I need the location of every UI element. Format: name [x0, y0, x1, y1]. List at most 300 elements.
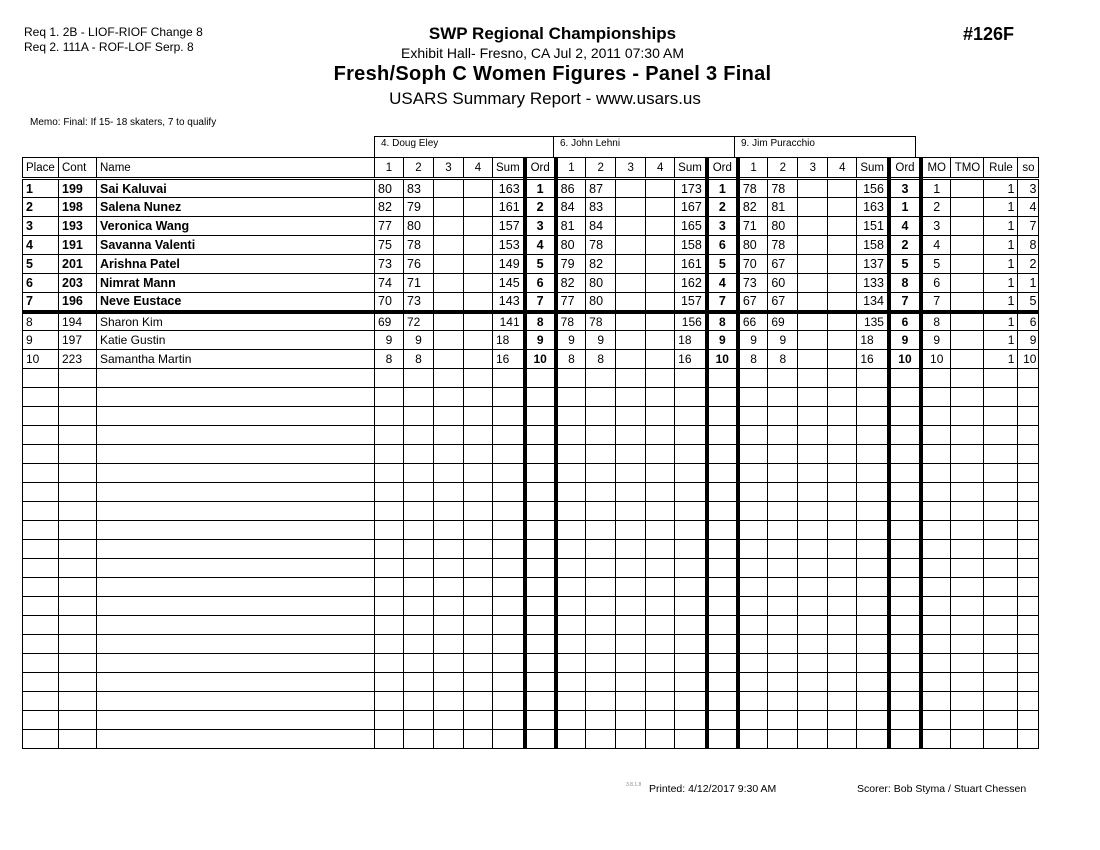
- empty-cell: [768, 692, 798, 711]
- so-cell: 2: [1018, 255, 1039, 274]
- empty-cell: [1018, 407, 1039, 426]
- col-j1-sum: Sum: [493, 158, 525, 179]
- empty-cell: [375, 426, 404, 445]
- event-number: #126F: [963, 24, 1015, 44]
- empty-cell: [984, 521, 1018, 540]
- empty-cell: [59, 407, 97, 426]
- rule-cell: 1: [984, 331, 1018, 350]
- sum-cell: 151: [857, 217, 889, 236]
- empty-cell: [525, 464, 556, 483]
- empty-cell: [59, 445, 97, 464]
- empty-cell: [59, 673, 97, 692]
- empty-cell: [675, 540, 707, 559]
- score-cell: 80: [375, 179, 404, 198]
- score-cell: 80: [586, 293, 616, 312]
- score-cell: [616, 198, 646, 217]
- empty-cell: [828, 540, 857, 559]
- empty-cell: [828, 445, 857, 464]
- name-cell: Sai Kaluvai: [97, 179, 375, 198]
- score-cell: [828, 255, 857, 274]
- empty-cell: [707, 502, 738, 521]
- score-cell: [464, 293, 493, 312]
- ord-cell: 9: [525, 331, 556, 350]
- col-j1-4: 4: [464, 158, 493, 179]
- name-cell: Savanna Valenti: [97, 236, 375, 255]
- sum-cell: 158: [675, 236, 707, 255]
- empty-cell: [951, 540, 984, 559]
- col-j3-ord: Ord: [889, 158, 921, 179]
- empty-cell: [464, 673, 493, 692]
- empty-cell: [889, 521, 921, 540]
- name-cell: Veronica Wang: [97, 217, 375, 236]
- empty-cell: [646, 426, 675, 445]
- empty-cell: [434, 483, 464, 502]
- empty-row: [23, 540, 1039, 559]
- score-cell: [616, 331, 646, 350]
- name-cell: Arishna Patel: [97, 255, 375, 274]
- empty-cell: [59, 711, 97, 730]
- score-cell: 71: [404, 274, 434, 293]
- score-cell: [646, 274, 675, 293]
- score-cell: 8: [738, 350, 768, 369]
- empty-cell: [434, 388, 464, 407]
- ord-cell: 10: [707, 350, 738, 369]
- ord-cell: 5: [525, 255, 556, 274]
- empty-cell: [404, 388, 434, 407]
- empty-cell: [738, 540, 768, 559]
- table-row: [23, 350, 1039, 369]
- cont-cell: 198: [59, 198, 97, 217]
- empty-cell: [768, 445, 798, 464]
- tmo-cell: [951, 217, 984, 236]
- empty-cell: [23, 730, 59, 749]
- empty-cell: [707, 559, 738, 578]
- empty-cell: [434, 502, 464, 521]
- empty-cell: [493, 711, 525, 730]
- empty-cell: [646, 502, 675, 521]
- score-cell: [828, 217, 857, 236]
- sum-cell: 134: [857, 293, 889, 312]
- empty-cell: [375, 445, 404, 464]
- score-cell: [828, 179, 857, 198]
- empty-cell: [707, 578, 738, 597]
- empty-cell: [59, 559, 97, 578]
- empty-cell: [434, 597, 464, 616]
- empty-cell: [525, 635, 556, 654]
- empty-cell: [707, 692, 738, 711]
- score-cell: 80: [738, 236, 768, 255]
- sum-cell: 156: [675, 312, 707, 331]
- empty-cell: [798, 654, 828, 673]
- empty-cell: [464, 654, 493, 673]
- empty-cell: [738, 407, 768, 426]
- cont-cell: 203: [59, 274, 97, 293]
- empty-cell: [464, 597, 493, 616]
- sum-cell: 163: [493, 179, 525, 198]
- table-row: [23, 293, 1039, 312]
- score-cell: 74: [375, 274, 404, 293]
- venue-line: Exhibit Hall- Fresno, CA Jul 2, 2011 07:30 AM: [401, 45, 684, 61]
- empty-cell: [464, 730, 493, 749]
- empty-cell: [434, 711, 464, 730]
- empty-cell: [525, 559, 556, 578]
- score-cell: [464, 331, 493, 350]
- place-cell: 1: [23, 179, 59, 198]
- empty-cell: [889, 559, 921, 578]
- ord-cell: 1: [525, 179, 556, 198]
- empty-cell: [675, 502, 707, 521]
- tmo-cell: [951, 198, 984, 217]
- empty-cell: [951, 654, 984, 673]
- score-cell: 60: [768, 274, 798, 293]
- empty-cell: [59, 521, 97, 540]
- empty-cell: [798, 369, 828, 388]
- empty-cell: [556, 597, 586, 616]
- empty-cell: [586, 369, 616, 388]
- empty-cell: [707, 407, 738, 426]
- sum-cell: 156: [857, 179, 889, 198]
- empty-cell: [889, 635, 921, 654]
- empty-row: [23, 597, 1039, 616]
- empty-cell: [889, 654, 921, 673]
- empty-row: [23, 464, 1039, 483]
- score-cell: 80: [404, 217, 434, 236]
- score-cell: 67: [768, 255, 798, 274]
- empty-cell: [951, 597, 984, 616]
- score-cell: 87: [586, 179, 616, 198]
- empty-cell: [493, 578, 525, 597]
- sum-cell: 133: [857, 274, 889, 293]
- empty-cell: [951, 673, 984, 692]
- empty-cell: [97, 388, 375, 407]
- score-cell: 9: [586, 331, 616, 350]
- empty-cell: [646, 654, 675, 673]
- score-cell: [616, 255, 646, 274]
- empty-cell: [586, 388, 616, 407]
- empty-cell: [951, 502, 984, 521]
- score-cell: 78: [768, 179, 798, 198]
- empty-cell: [404, 616, 434, 635]
- empty-cell: [404, 464, 434, 483]
- empty-cell: [889, 616, 921, 635]
- empty-cell: [889, 673, 921, 692]
- empty-cell: [798, 388, 828, 407]
- empty-cell: [707, 540, 738, 559]
- empty-cell: [616, 407, 646, 426]
- scorer: Scorer: Bob Styma / Stuart Chessen: [857, 783, 1027, 795]
- score-cell: 8: [375, 350, 404, 369]
- empty-cell: [375, 654, 404, 673]
- empty-cell: [984, 578, 1018, 597]
- empty-cell: [768, 578, 798, 597]
- name-cell: Nimrat Mann: [97, 274, 375, 293]
- empty-cell: [738, 426, 768, 445]
- empty-cell: [707, 464, 738, 483]
- table-row: [23, 331, 1039, 350]
- empty-cell: [889, 426, 921, 445]
- sum-cell: 158: [857, 236, 889, 255]
- empty-cell: [828, 578, 857, 597]
- empty-cell: [828, 616, 857, 635]
- empty-cell: [768, 597, 798, 616]
- empty-cell: [493, 521, 525, 540]
- empty-cell: [375, 369, 404, 388]
- score-cell: 83: [404, 179, 434, 198]
- empty-cell: [586, 730, 616, 749]
- empty-cell: [375, 616, 404, 635]
- empty-cell: [889, 502, 921, 521]
- empty-cell: [768, 388, 798, 407]
- col-mo: MO: [921, 158, 951, 179]
- empty-cell: [59, 502, 97, 521]
- score-cell: 79: [404, 198, 434, 217]
- empty-row: [23, 559, 1039, 578]
- mo-cell: 1: [921, 179, 951, 198]
- score-cell: 72: [404, 312, 434, 331]
- empty-cell: [434, 635, 464, 654]
- score-cell: [616, 179, 646, 198]
- score-cell: [828, 236, 857, 255]
- requirement-2: Req 2. 111A - ROF-LOF Serp. 8: [24, 40, 194, 54]
- empty-cell: [97, 483, 375, 502]
- empty-cell: [921, 369, 951, 388]
- empty-cell: [375, 388, 404, 407]
- empty-cell: [404, 369, 434, 388]
- empty-cell: [921, 426, 951, 445]
- empty-cell: [97, 559, 375, 578]
- sum-cell: 145: [493, 274, 525, 293]
- software-version: 3.8.1.8: [626, 782, 642, 788]
- empty-cell: [493, 692, 525, 711]
- score-cell: 70: [738, 255, 768, 274]
- score-cell: 9: [768, 331, 798, 350]
- empty-cell: [493, 445, 525, 464]
- ord-cell: 10: [889, 350, 921, 369]
- empty-cell: [97, 407, 375, 426]
- empty-cell: [434, 445, 464, 464]
- empty-cell: [556, 635, 586, 654]
- empty-cell: [738, 616, 768, 635]
- rule-cell: 1: [984, 236, 1018, 255]
- empty-cell: [921, 445, 951, 464]
- empty-cell: [1018, 445, 1039, 464]
- score-cell: [464, 274, 493, 293]
- score-cell: [464, 312, 493, 331]
- empty-cell: [707, 616, 738, 635]
- empty-cell: [921, 654, 951, 673]
- rule-cell: 1: [984, 350, 1018, 369]
- empty-cell: [707, 445, 738, 464]
- empty-cell: [738, 369, 768, 388]
- ord-cell: 5: [889, 255, 921, 274]
- empty-cell: [921, 540, 951, 559]
- empty-cell: [375, 540, 404, 559]
- ord-cell: 7: [707, 293, 738, 312]
- so-cell: 5: [1018, 293, 1039, 312]
- ord-cell: 4: [707, 274, 738, 293]
- empty-cell: [738, 692, 768, 711]
- empty-cell: [768, 483, 798, 502]
- empty-cell: [738, 597, 768, 616]
- sum-cell: 161: [675, 255, 707, 274]
- ord-cell: 1: [889, 198, 921, 217]
- score-cell: [646, 331, 675, 350]
- empty-cell: [984, 616, 1018, 635]
- empty-cell: [464, 369, 493, 388]
- empty-cell: [464, 426, 493, 445]
- empty-cell: [768, 521, 798, 540]
- empty-cell: [556, 388, 586, 407]
- empty-cell: [434, 407, 464, 426]
- mo-cell: 2: [921, 198, 951, 217]
- score-cell: 76: [404, 255, 434, 274]
- empty-cell: [556, 540, 586, 559]
- empty-cell: [738, 521, 768, 540]
- empty-cell: [464, 502, 493, 521]
- empty-cell: [97, 654, 375, 673]
- so-cell: 6: [1018, 312, 1039, 331]
- empty-cell: [556, 426, 586, 445]
- empty-cell: [1018, 559, 1039, 578]
- tmo-cell: [951, 293, 984, 312]
- empty-cell: [59, 597, 97, 616]
- place-cell: 9: [23, 331, 59, 350]
- sum-cell: 18: [857, 331, 889, 350]
- mo-cell: 10: [921, 350, 951, 369]
- score-cell: 9: [375, 331, 404, 350]
- empty-cell: [646, 521, 675, 540]
- empty-cell: [768, 616, 798, 635]
- empty-cell: [646, 369, 675, 388]
- empty-cell: [23, 407, 59, 426]
- empty-cell: [951, 692, 984, 711]
- empty-cell: [857, 559, 889, 578]
- empty-row: [23, 521, 1039, 540]
- score-cell: [798, 179, 828, 198]
- empty-cell: [889, 407, 921, 426]
- empty-cell: [646, 388, 675, 407]
- empty-cell: [97, 711, 375, 730]
- empty-cell: [464, 521, 493, 540]
- empty-cell: [616, 654, 646, 673]
- empty-cell: [616, 502, 646, 521]
- empty-cell: [707, 730, 738, 749]
- empty-cell: [828, 711, 857, 730]
- empty-cell: [525, 654, 556, 673]
- empty-cell: [586, 597, 616, 616]
- score-cell: [646, 198, 675, 217]
- empty-row: [23, 388, 1039, 407]
- empty-cell: [434, 673, 464, 692]
- empty-cell: [556, 464, 586, 483]
- empty-row: [23, 426, 1039, 445]
- empty-cell: [951, 521, 984, 540]
- empty-cell: [23, 578, 59, 597]
- empty-cell: [889, 369, 921, 388]
- empty-cell: [616, 426, 646, 445]
- empty-cell: [525, 388, 556, 407]
- score-cell: 78: [586, 236, 616, 255]
- score-cell: 9: [404, 331, 434, 350]
- col-name: Name: [97, 158, 375, 179]
- tmo-cell: [951, 236, 984, 255]
- empty-cell: [675, 616, 707, 635]
- col-j3-1: 1: [738, 158, 768, 179]
- score-cell: [798, 293, 828, 312]
- empty-cell: [707, 521, 738, 540]
- empty-cell: [984, 502, 1018, 521]
- score-cell: [798, 217, 828, 236]
- tmo-cell: [951, 331, 984, 350]
- name-cell: Neve Eustace: [97, 293, 375, 312]
- col-j2-sum: Sum: [675, 158, 707, 179]
- empty-cell: [798, 426, 828, 445]
- empty-cell: [59, 426, 97, 445]
- score-cell: 71: [738, 217, 768, 236]
- col-rule: Rule: [984, 158, 1018, 179]
- empty-cell: [828, 635, 857, 654]
- empty-cell: [556, 369, 586, 388]
- tmo-cell: [951, 350, 984, 369]
- empty-cell: [1018, 483, 1039, 502]
- empty-cell: [707, 426, 738, 445]
- empty-cell: [951, 426, 984, 445]
- empty-cell: [798, 730, 828, 749]
- rule-cell: 1: [984, 255, 1018, 274]
- empty-cell: [857, 502, 889, 521]
- empty-cell: [798, 445, 828, 464]
- cont-cell: 199: [59, 179, 97, 198]
- empty-cell: [1018, 369, 1039, 388]
- empty-cell: [586, 711, 616, 730]
- empty-cell: [675, 578, 707, 597]
- empty-cell: [1018, 578, 1039, 597]
- score-cell: [464, 179, 493, 198]
- empty-cell: [404, 654, 434, 673]
- empty-cell: [556, 483, 586, 502]
- empty-cell: [921, 521, 951, 540]
- empty-cell: [951, 464, 984, 483]
- score-cell: 81: [768, 198, 798, 217]
- col-tmo: TMO: [951, 158, 984, 179]
- empty-cell: [646, 483, 675, 502]
- empty-cell: [646, 578, 675, 597]
- empty-cell: [404, 730, 434, 749]
- empty-cell: [616, 730, 646, 749]
- score-cell: 77: [375, 217, 404, 236]
- empty-cell: [984, 388, 1018, 407]
- empty-cell: [23, 502, 59, 521]
- empty-cell: [556, 407, 586, 426]
- empty-cell: [889, 578, 921, 597]
- empty-cell: [738, 711, 768, 730]
- memo: Memo: Final: If 15- 18 skaters, 7 to qualify: [30, 117, 217, 128]
- ord-cell: 9: [707, 331, 738, 350]
- score-cell: 81: [556, 217, 586, 236]
- score-cell: [616, 312, 646, 331]
- ord-cell: 6: [525, 274, 556, 293]
- empty-cell: [707, 654, 738, 673]
- empty-cell: [375, 407, 404, 426]
- empty-cell: [1018, 635, 1039, 654]
- empty-cell: [404, 540, 434, 559]
- empty-cell: [375, 578, 404, 597]
- ord-cell: 3: [889, 179, 921, 198]
- empty-cell: [675, 692, 707, 711]
- score-cell: [464, 217, 493, 236]
- empty-cell: [675, 369, 707, 388]
- empty-cell: [828, 502, 857, 521]
